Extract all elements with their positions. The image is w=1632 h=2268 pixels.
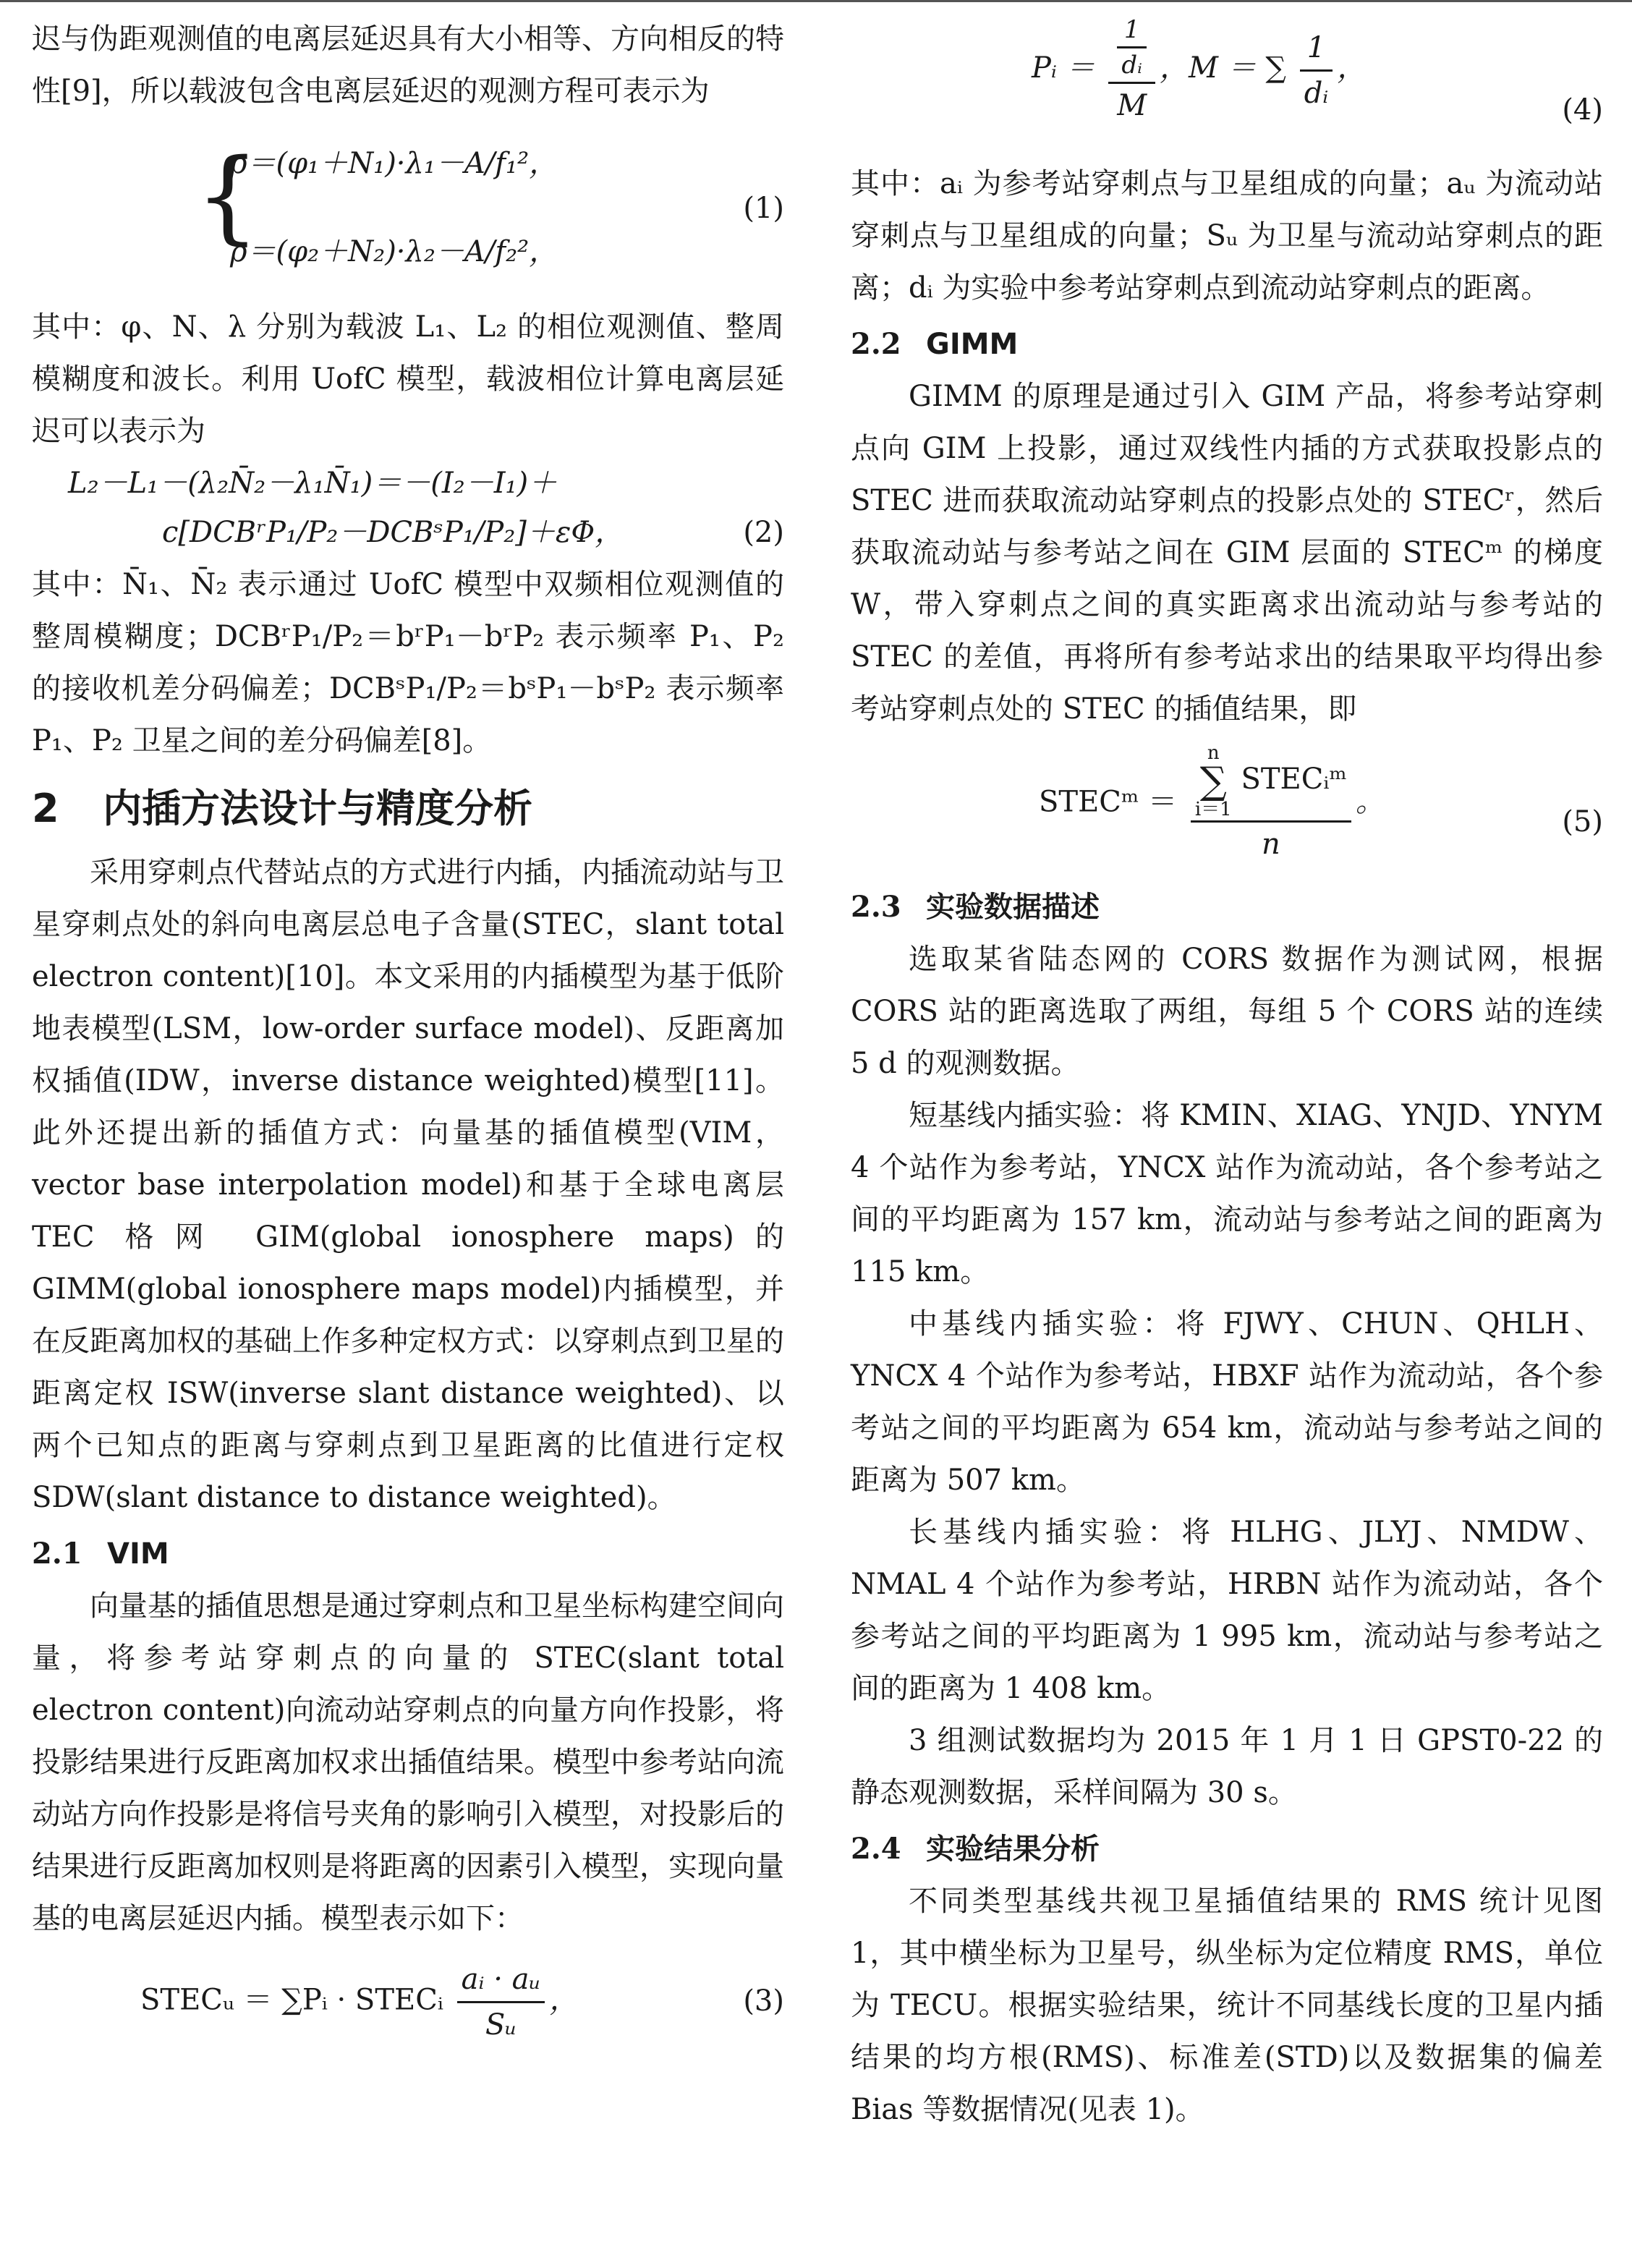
equation-4-numerator-2: 1 [1300, 26, 1333, 72]
section-2-2-heading [851, 318, 1603, 370]
after-eq2-paragraph: 其中：N̄₁、N̄₂ 表示通过 UofC 模型中双频相位观测值的整周模糊度；DCBʳP₁/P₂＝bʳP₁－bʳP₂ 表示频率 P₁、P₂ 的接收机差分码偏差；DCBˢP₁/P₂＝bˢP₁－bˢP₂ 表示频率 P₁、P₂ 卫星之间的差分码偏差[8]。 [32, 568, 784, 757]
equation-4-inner-denominator: dᵢ [1121, 51, 1143, 80]
equation-2-number: (2) [743, 516, 784, 549]
section-2-3-paragraph-1: 选取某省陆态网的 CORS 数据作为测试网，根据 CORS 站的距离选取了两组，每组 5 个 CORS 站的连续 5 d 的观测数据。 [851, 943, 1603, 1080]
section-2-1-title: VIM [107, 1537, 169, 1571]
equation-1-line-1: ρ＝(φ₁＋N₁)·λ₁－A/f₁²， [230, 147, 558, 180]
section-2-1-paragraph: 向量基的插值思想是通过穿刺点和卫星坐标构建空间向量，将参考站穿刺点的向量的 STEC(slant total electron content)向流动站穿刺点的向量方向作投影，将投影结果进行反距离加权求出插值结果。模型中参考站向流动站方向作投影是将信号夹角的影响引入模型，对投影后的结果进行反距离加权则是将距离的因素引入模型，实现向量基的电离层延迟内插。模型表示如下： [32, 1589, 784, 1935]
section-2-paragraph: 采用穿刺点代替站点的方式进行内插，内插流动站与卫星穿刺点处的斜向电离层总电子含量(STEC，slant total electron content)[10]。本文采用的内插模型为基于低阶地表模型(LSM，low-order surface model)、反距离加权插值(IDW，inverse distance weighted)模型[11]。此外还提出新的插值方式：向量基的插值模型(VIM，vector base interpolation model)和基于全球电离层 TEC 格网 GIM(global ionosphere maps)的 GIMM(global ionosphere maps model)内插模型，并在反距离加权的基础上作多种定权方式：以穿刺点到卫星的距离定权 ISW(inverse slant distance weighted)、以两个已知点的距离与穿刺点到卫星距离的比值进行定权 SDW(slant distance to distance weighted)。 [32, 856, 784, 1514]
section-2-3-paragraph-5: 3 组测试数据均为 2015 年 1 月 1 日 GPST0-22 的静态观测数据，采样间隔为 30 s。 [851, 1724, 1603, 1809]
equation-4-number: (4) [1562, 93, 1603, 127]
equation-5 [851, 739, 1603, 877]
equation-3-lhs: STECᵤ ＝ ∑Pᵢ · STECᵢ [140, 1983, 443, 2017]
section-2-3-number: 2.3 [851, 890, 901, 924]
equation-3-numerator: aᵢ · aᵤ [457, 1958, 545, 2003]
section-2-2-paragraph: GIMM 的原理是通过引入 GIM 产品，将参考站穿刺点向 GIM 上投影，通过双线性内插的方式获取投影点的 STEC 进而获取流动站穿刺点的投影点处的 STECʳ，然后获取流动站与参考站之间在 GIM 层面的 STECᵐ 的梯度 W，带入穿刺点之间的真实距离求出流动站与参考站的 STEC 的差值，再将所有参考站求出的结果取平均得出参考站穿刺点处的 STEC 的插值结果，即 [851, 380, 1603, 726]
section-2-3-paragraph-2: 短基线内插实验：将 KMIN、XIAG、YNJD、YNYM 4 个站作为参考站，YNCX 站作为流动站，各个参考站之间的平均距离为 157 km，流动站与参考站之间的距离为 115 km。 [851, 1099, 1603, 1288]
equation-5-sum-bottom: i＝1 [1194, 799, 1232, 820]
equation-3 [32, 1950, 784, 2044]
section-2-3-title: 实验数据描述 [926, 891, 1100, 924]
top-rule [0, 0, 1632, 2]
equation-5-sum [1195, 742, 1232, 820]
section-2-3-heading [851, 881, 1603, 933]
equation-5-lhs: STECᵐ ＝ [1039, 785, 1178, 819]
equation-3-tail: ， [549, 1983, 579, 2017]
after-eq1-paragraph: 其中：φ、N、λ 分别为载波 L₁、L₂ 的相位观测值、整周模糊度和波长。利用 UofC 模型，载波相位计算电离层延迟可以表示为 [32, 310, 784, 448]
equation-1-number: (1) [743, 192, 784, 225]
equation-5-tail: 。 [1355, 785, 1385, 819]
equation-5-sum-top: n [1207, 742, 1220, 764]
equation-4-inner-numerator: 1 [1117, 13, 1147, 48]
equation-4-fraction-2 [1300, 26, 1333, 115]
section-2-1-number: 2.1 [32, 1537, 82, 1571]
equation-4-fraction [1108, 13, 1155, 127]
section-2-4-heading [851, 1823, 1603, 1875]
equation-3-fraction [457, 1958, 545, 2047]
section-2-2-number: 2.2 [851, 327, 901, 361]
equation-4 [851, 13, 1603, 158]
equation-3-denominator: Sᵤ [485, 2008, 517, 2042]
equation-5-body [1039, 742, 1385, 866]
after-eq4-paragraph: 其中：aᵢ 为参考站穿刺点与卫星组成的向量；aᵤ 为流动站穿刺点与卫星组成的向量；Sᵤ 为卫星与流动站穿刺点的距离；dᵢ 为实验中参考站穿刺点到流动站穿刺点的距离。 [851, 167, 1603, 305]
equation-2-line-2: c[DCBʳP₁/P₂－DCBˢP₁/P₂]＋εΦ， [162, 516, 624, 549]
equation-4-body [1032, 13, 1366, 127]
equation-4-denominator: M [1117, 89, 1147, 122]
equation-3-number: (3) [743, 1984, 784, 2018]
intro-paragraph: 迟与伪距观测值的电离层延迟具有大小相等、方向相反的特性[9]，所以载波包含电离层延迟的观测方程可表示为 [32, 22, 784, 108]
equation-1-brace: { [195, 137, 260, 255]
equation-2-line-1: L₂－L₁－(λ₂N̄₂－λ₁N̄₁)＝－(I₂－I₁)＋ [68, 467, 558, 500]
equation-1 [32, 120, 784, 301]
equation-4-inner-fraction [1117, 13, 1147, 82]
equation-5-numerator [1191, 742, 1351, 823]
equation-4-mid: ，M ＝ ∑ [1160, 51, 1286, 85]
section-2-1-heading [32, 1528, 784, 1580]
equation-5-number: (5) [1562, 805, 1603, 838]
right-column [851, 13, 1603, 2136]
section-2-3-paragraph-4: 长基线内插实验：将 HLHG、JLYJ、NMDW、NMAL 4 个站作为参考站，HRBN 站作为流动站，各个参考站之间的平均距离为 1 995 km，流动站与参考站之间的距离为 1 408 km。 [851, 1516, 1603, 1705]
equation-5-sum-term: STECᵢᵐ [1241, 763, 1347, 796]
sigma-icon: ∑ [1199, 760, 1227, 803]
equation-5-fraction [1191, 742, 1351, 866]
section-2-2-title: GIMM [926, 328, 1019, 361]
equation-3-body [140, 1958, 578, 2047]
section-2-4-paragraph: 不同类型基线共视卫星插值结果的 RMS 统计见图 1，其中横坐标为卫星号，纵坐标为定位精度 RMS，单位为 TECU。根据实验结果，统计不同基线长度的卫星内插结果的均方根(RMS)、标准差(STD)以及数据集的偏差 Bias 等数据情况(见表 1)。 [851, 1885, 1603, 2126]
equation-4-denominator-2: dᵢ [1304, 76, 1329, 110]
section-2-number: 2 [32, 786, 59, 831]
equation-4-tail: ， [1337, 51, 1367, 85]
equation-1-line-2: ρ＝(φ₂＋N₂)·λ₂－A/f₂²， [230, 235, 558, 268]
section-2-3-paragraph-3: 中基线内插实验：将 FJWY、CHUN、QHLH、YNCX 4 个站作为参考站，HBXF 站作为流动站，各个参考站之间的平均距离为 654 km，流动站与参考站之间的距离为 507 km。 [851, 1307, 1603, 1497]
section-2-heading [32, 783, 784, 835]
section-2-title: 内插方法设计与精度分析 [103, 786, 532, 831]
section-2-4-title: 实验结果分析 [926, 1832, 1100, 1866]
equation-2 [32, 457, 784, 558]
equation-4-numerator [1108, 13, 1155, 84]
left-column [32, 13, 784, 2044]
equation-4-lhs: Pᵢ ＝ [1032, 51, 1095, 85]
equation-5-denominator: n [1262, 828, 1280, 861]
section-2-4-number: 2.4 [851, 1832, 901, 1866]
